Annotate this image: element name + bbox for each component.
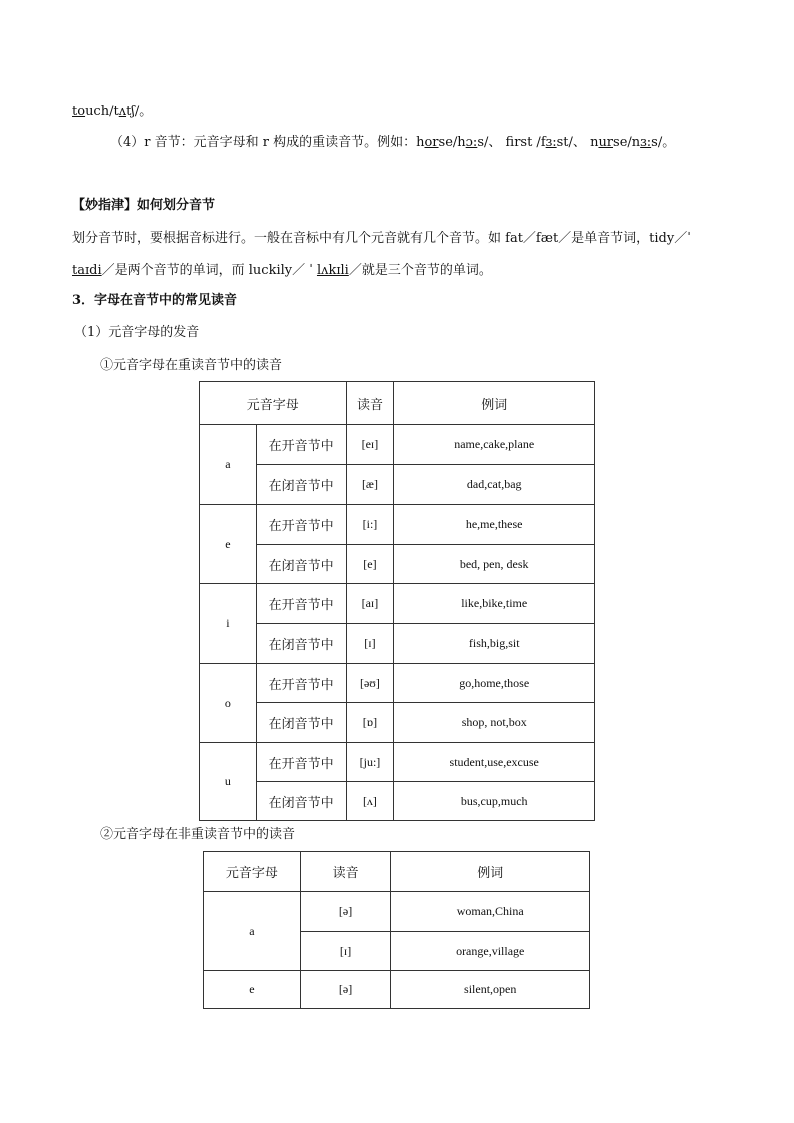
tip-line-2-end: ／就是三个音节的单词。 [348,263,492,278]
tip-line-2 [72,262,492,280]
t1-closed-example: bus,cup,much [394,782,595,821]
t1-header-example: 例词 [394,382,595,425]
t1-open-label: 在开音节中 [256,505,346,545]
t1-closed-label: 在闭音节中 [256,465,346,505]
horse-ipa-u: ɔ: [465,135,478,150]
t1-open-label: 在开音节中 [256,743,346,782]
nurse-pre: n [590,135,599,150]
nurse-u: ur [598,135,614,150]
stressed-vowel-table [199,381,595,821]
t1-open-ipa: [eɪ] [346,425,394,465]
tidy-ipa: taɪdi [72,263,102,278]
t1-closed-label: 在闭音节中 [256,703,346,743]
t1-letter: e [200,505,257,584]
t2-example: woman,China [391,892,590,932]
touch-underlined: to [72,104,86,119]
t1-open-example: he,me,these [394,505,595,545]
t2-ipa: [ɪ] [300,932,391,971]
t1-closed-ipa: [ɒ] [346,703,394,743]
section-3-title: 3．字母在音节中的常见读音 [72,293,238,308]
first-end: st/、 [556,135,586,150]
t1-letter: u [200,743,257,821]
nurse-end: s/。 [651,135,676,150]
section-3-sub-a: ①元音字母在重读音节中的读音 [100,358,283,373]
t1-open-example: go,home,those [394,664,595,703]
intro-line [72,103,152,121]
t2-header-example: 例词 [391,852,590,892]
t1-open-ipa: [aɪ] [346,584,394,624]
t1-closed-label: 在闭音节中 [256,782,346,821]
t1-letter: i [200,584,257,664]
t2-header-letter: 元音字母 [204,852,301,892]
t1-open-label: 在开音节中 [256,584,346,624]
r-syllable-line [110,134,675,152]
r-syllable-prefix: （4）r 音节：元音字母和 r 构成的重读音节。例如： [110,135,417,150]
t1-open-example: name,cake,plane [394,425,595,465]
t1-closed-ipa: [e] [346,545,394,584]
t1-open-label: 在开音节中 [256,425,346,465]
t2-letter: e [204,971,301,1009]
t1-open-ipa: [ju:] [346,743,394,782]
t1-closed-ipa: [ɪ] [346,624,394,664]
t1-open-example: like,bike,time [394,584,595,624]
first-pre: first /f [501,135,546,150]
horse-pre: h [416,135,425,150]
t1-open-ipa: [əʊ] [346,664,394,703]
t1-letter: o [200,664,257,743]
t2-example: orange,village [391,932,590,971]
horse-end: s/、 [477,135,502,150]
t1-header-ipa: 读音 [346,382,394,425]
horse-mid: se/h [438,135,466,150]
t2-ipa: [ə] [300,971,391,1009]
t1-closed-label: 在闭音节中 [256,545,346,584]
unstressed-vowel-table [203,851,590,1009]
t2-letter: a [204,892,301,971]
t2-header-ipa: 读音 [300,852,391,892]
luckily-ipa: lʌkɪli [316,263,349,278]
touch-ipa-rest: tʃ/。 [126,104,153,119]
nurse-mid: se/n [613,135,641,150]
tip-title: 【妙指津】如何划分音节 [72,198,216,213]
t1-closed-example: shop, not,box [394,703,595,743]
t2-example: silent,open [391,971,590,1009]
t1-closed-ipa: [æ] [346,465,394,505]
touch-ipa-underlined: ʌ [118,104,127,119]
t1-closed-label: 在闭音节中 [256,624,346,664]
horse-u: or [424,135,439,150]
t1-open-label: 在开音节中 [256,664,346,703]
t2-ipa: [ə] [300,892,391,932]
t1-header-letter: 元音字母 [200,382,347,425]
first-ipa-u: ɜ: [545,135,557,150]
nurse-ipa-u: ɜ: [640,135,652,150]
t1-closed-example: dad,cat,bag [394,465,595,505]
tip-line-1: 划分音节时，要根据音标进行。一般在音标中有几个元音就有几个音节。如 fat／fæt／是单音节词，tidy／ˈ [72,231,691,246]
section-3-sub-b: ②元音字母在非重读音节中的读音 [100,827,296,842]
touch-rest: uch/t [85,104,119,119]
t1-closed-ipa: [ʌ] [346,782,394,821]
section-3-sub-1: （1）元音字母的发音 [74,325,200,340]
tip-line-2-mid: ／是两个音节的单词，而 luckily／ ˈ [101,263,317,278]
t1-letter: a [200,425,257,505]
t1-closed-example: bed, pen, desk [394,545,595,584]
t1-closed-example: fish,big,sit [394,624,595,664]
t1-open-ipa: [i:] [346,505,394,545]
t1-open-example: student,use,excuse [394,743,595,782]
